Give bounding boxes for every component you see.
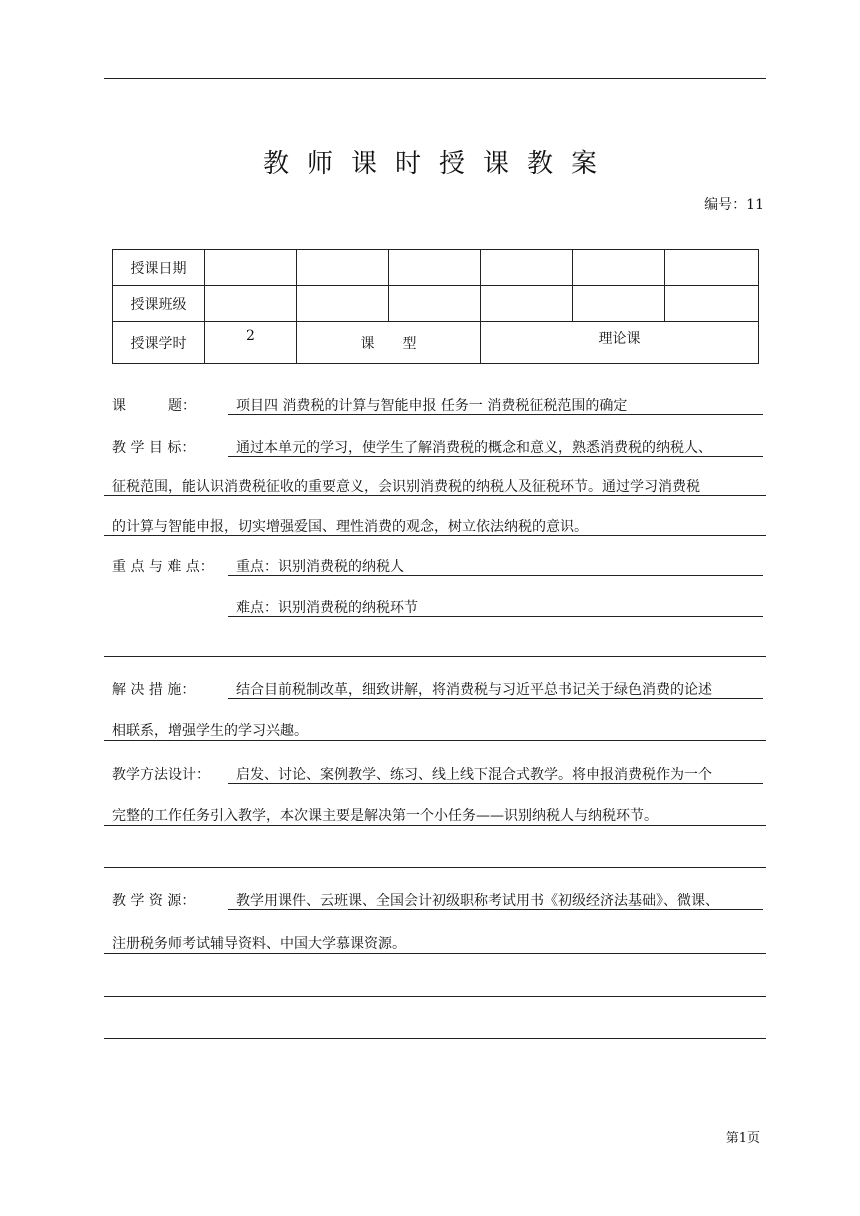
info-table — [112, 249, 759, 364]
rule — [228, 414, 763, 415]
rule — [104, 740, 766, 741]
class-label: 授课班级 — [113, 286, 205, 322]
table-cell — [205, 250, 297, 286]
key-point: 重点：识别消费税的纳税人 — [236, 559, 404, 575]
topic-label: 课 题： — [112, 398, 196, 414]
table-row — [113, 286, 759, 322]
measures-line-1: 结合目前税制改革，细致讲解，将消费税与习近平总书记关于绿色消费的论述 — [236, 682, 712, 698]
resources-line-2: 注册税务师考试辅导资料、中国大学慕课资源。 — [112, 936, 406, 952]
page-title: 教师课时授课教案 — [262, 149, 615, 179]
rule — [228, 909, 763, 910]
table-cell — [297, 286, 389, 322]
table-cell — [665, 286, 759, 322]
table-row — [113, 250, 759, 286]
rule — [104, 953, 766, 954]
table-cell — [389, 250, 481, 286]
rule — [104, 996, 766, 997]
resources-label: 教 学 资 源： — [112, 893, 196, 909]
rule — [104, 495, 766, 496]
topic-text: 项目四 消费税的计算与智能申报 任务一 消费税征税范围的确定 — [236, 398, 628, 414]
rule — [104, 535, 766, 536]
methods-line-2: 完整的工作任务引入教学，本次课主要是解决第一个小任务——识别纳税人与纳税环节。 — [112, 808, 658, 824]
goals-line-1: 通过本单元的学习，使学生了解消费税的概念和意义，熟悉消费税的纳税人、 — [236, 440, 712, 456]
rule — [104, 825, 766, 826]
table-cell — [573, 250, 665, 286]
page-number: 第1页 — [725, 1131, 760, 1146]
table-cell — [205, 286, 297, 322]
methods-line-1: 启发、讨论、案例教学、练习、线上线下混合式教学。将申报消费税作为一个 — [236, 767, 712, 783]
table-cell — [573, 286, 665, 322]
table-row — [113, 322, 759, 364]
table-cell — [481, 286, 573, 322]
rule — [104, 1038, 766, 1039]
rule — [228, 783, 763, 784]
type-value: 理论课 — [481, 322, 759, 364]
doc-number: 编号：11 — [704, 197, 764, 213]
resources-line-1: 教学用课件、云班课、全国会计初级职称考试用书《初级经济法基础》、微课、 — [236, 893, 719, 909]
table-cell — [665, 250, 759, 286]
table-cell — [297, 250, 389, 286]
goals-line-3: 的计算与智能申报，切实增强爱国、理性消费的观念，树立依法纳税的意识。 — [112, 519, 588, 535]
rule — [104, 656, 766, 657]
measures-label: 解 决 措 施： — [112, 682, 196, 698]
rule — [104, 867, 766, 868]
rule — [228, 698, 763, 699]
difficult-point: 难点：识别消费税的纳税环节 — [236, 600, 418, 616]
table-cell — [481, 250, 573, 286]
rule — [228, 575, 763, 576]
goals-label: 教 学 目 标： — [112, 440, 196, 456]
key-points-label: 重 点 与 难 点： — [112, 559, 214, 575]
date-label: 授课日期 — [113, 250, 205, 286]
methods-label: 教学方法设计： — [112, 767, 210, 783]
table-cell — [389, 286, 481, 322]
measures-line-2: 相联系，增强学生的学习兴趣。 — [112, 723, 308, 739]
rule — [228, 456, 763, 457]
hours-label: 授课学时 — [113, 322, 205, 364]
top-rule — [104, 78, 766, 79]
type-label: 课 型 — [297, 322, 481, 364]
goals-line-2: 征税范围，能认识消费税征收的重要意义，会识别消费税的纳税人及征税环节。通过学习消费税 — [112, 479, 700, 495]
rule — [228, 616, 763, 617]
hours-value: 2 — [205, 322, 297, 364]
